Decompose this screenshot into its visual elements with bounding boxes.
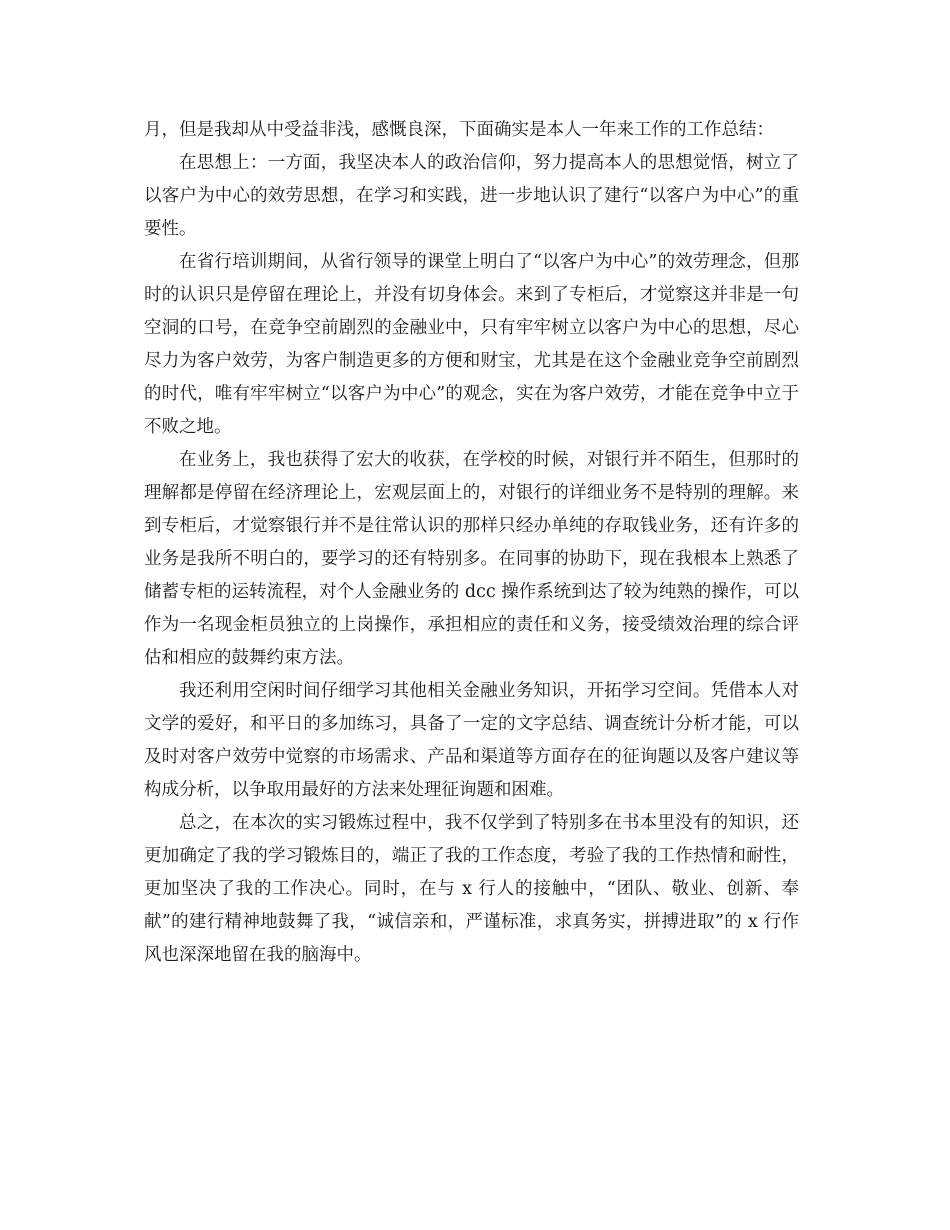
paragraph-business: 在业务上，我也获得了宏大的收获，在学校的时候，对银行并不陌生，但那时的理解都是停留在经济理论上，宏观层面上的，对银行的详细业务不是特别的理解。来到专柜后，才觉察银行并不是往常认识的那样只经办单纯的存取钱业务，还有许多的业务是我所不明白的，要学习的还有特别多。在同事的协助下，现在我根本上熟悉了储蓄专柜的运转流程，对个人金融业务的 dcc 操作系统到达了较为纯熟的操作，可以作为一名现金柜员独立的上岗操作，承担相应的责任和义务，接受绩效治理的综合评估和相应的鼓舞约束方法。: [144, 450, 799, 668]
paragraph-training: 在省行培训期间，从省行领导的课堂上明白了“以客户为中心”的效劳理念，但那时的认识只是停留在理论上，并没有切身体会。来到了专柜后，才觉察这并非是一句空洞的口号，在竞争空前剧烈的金融业中，只有牢牢树立以客户为中心的思想，尽心尽力为客户效劳，为客户制造更多的方便和财宝，尤其是在这个金融业竞争空前剧烈的时代，唯有牢牢树立“以客户为中心”的观念，实在为客户效劳，才能在竞争中立于不败之地。: [144, 252, 799, 437]
document-body: [144, 114, 799, 972]
paragraph-continuation: 月，但是我却从中受益非浅，感慨良深，下面确实是本人一年来工作的工作总结：: [144, 120, 774, 140]
paragraph-study: 我还利用空闲时间仔细学习其他相关金融业务知识，开拓学习空间。凭借本人对文学的爱好，和平日的多加练习，具备了一定的文字总结、调查统计分析才能，可以及时对客户效劳中觉察的市场需求、产品和渠道等方面存在的征询题以及客户建议等构成分析，以争取用最好的方法来处理征询题和困难。: [144, 681, 799, 800]
paragraph-conclusion: 总之，在本次的实习锻炼过程中，我不仅学到了特别多在书本里没有的知识，还更加确定了我的学习锻炼目的，端正了我的工作态度，考验了我的工作热情和耐性，更加坚决了我的工作决心。同时，在与 x 行人的接触中，“团队、敬业、创新、奉献”的建行精神地鼓舞了我，“诚信亲和，严谨标准，求真务实，拼搏进取”的 x 行作风也深深地留在我的脑海中。: [144, 813, 799, 965]
paragraph-thought: 在思想上：一方面，我坚决本人的政治信仰，努力提高本人的思想觉悟，树立了以客户为中心的效劳思想，在学习和实践，进一步地认识了建行“以客户为中心”的重要性。: [144, 153, 799, 239]
